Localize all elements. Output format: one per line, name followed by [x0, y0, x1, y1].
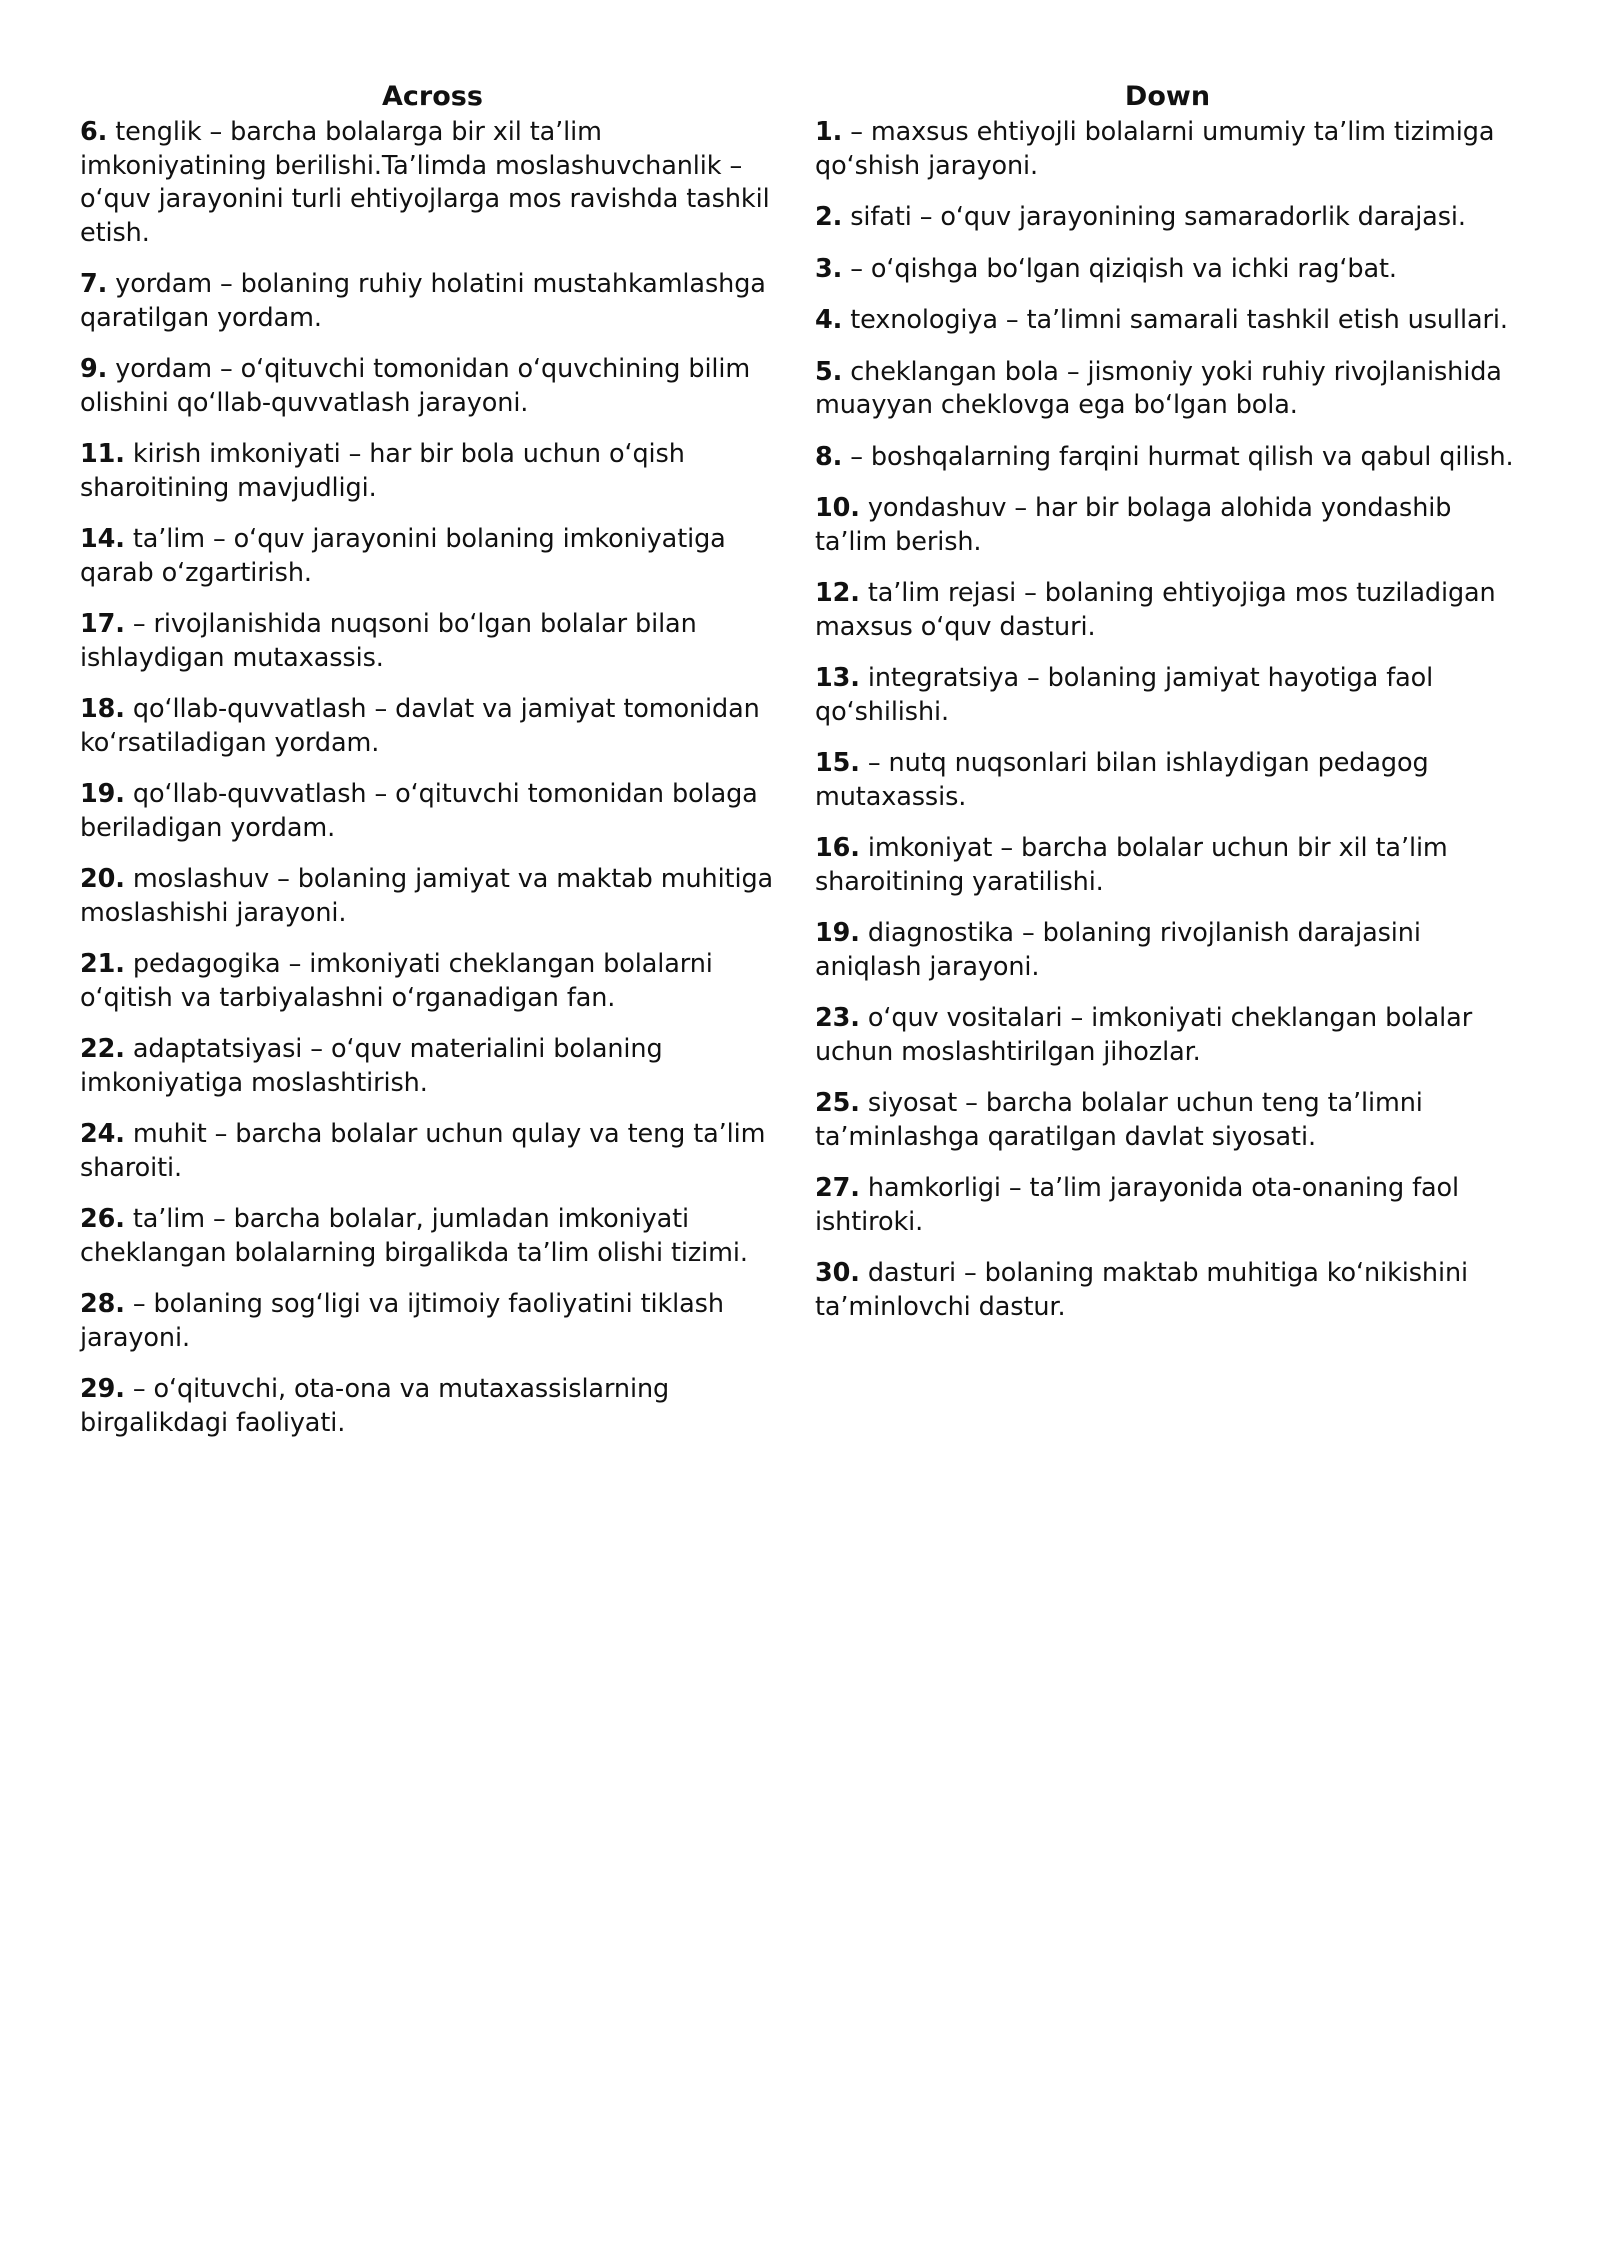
down-clue — [815, 116, 1520, 183]
clue-text: sifati – o‘quv jarayonining samaradorlik darajasi. — [842, 202, 1466, 232]
across-clue — [80, 268, 785, 335]
across-clue — [80, 608, 785, 675]
down-clue — [815, 577, 1520, 644]
clue-number: 2. — [815, 202, 843, 232]
down-clue — [815, 253, 1520, 287]
clue-number: 16. — [815, 833, 860, 863]
across-clue — [80, 1373, 785, 1440]
across-clue — [80, 1033, 785, 1100]
clue-number: 11. — [80, 439, 125, 469]
clue-text: adaptatsiyasi – o‘quv materialini bolaning imkoniyatiga moslashtirish. — [80, 1034, 663, 1098]
down-heading: Down — [1124, 81, 1211, 112]
clue-text: ta’lim rejasi – bolaning ehtiyojiga mos tuziladigan maxsus o‘quv dasturi. — [815, 578, 1496, 642]
down-clue — [815, 662, 1520, 729]
clue-number: 17. — [80, 609, 125, 639]
clue-number: 3. — [815, 253, 843, 284]
across-clue — [80, 438, 785, 505]
clue-number: 19. — [815, 918, 860, 948]
clue-text: muhit – barcha bolalar uchun qulay va teng ta’lim sharoiti. — [80, 1119, 766, 1183]
clue-number: 1. — [815, 117, 843, 147]
clue-number: 4. — [815, 305, 843, 335]
across-clue — [80, 1118, 785, 1185]
clue-text: kirish imkoniyati – har bir bola uchun o‘qish sharoitining mavjudligi. — [80, 439, 685, 503]
clue-text: yordam – o‘qituvchi tomonidan o‘quvchining bilim olishini qo‘llab-quvvatlash jarayoni. — [80, 354, 751, 418]
clue-number: 28. — [80, 1289, 125, 1319]
clue-number: 6. — [80, 117, 108, 147]
clue-text: – rivojlanishida nuqsoni bo‘lgan bolalar bilan ishlaydigan mutaxassis. — [80, 609, 697, 673]
down-clue — [815, 917, 1520, 984]
down-clue — [815, 304, 1520, 338]
clue-text: integratsiya – bolaning jamiyat hayotiga faol qo‘shilishi. — [815, 663, 1434, 727]
clue-number: 12. — [815, 578, 860, 608]
clue-text: ta’lim – o‘quv jarayonini bolaning imkoniyatiga qarab o‘zgartirish. — [80, 524, 726, 588]
clue-text: moslashuv – bolaning jamiyat va maktab muhitiga moslashishi jarayoni. — [80, 864, 774, 928]
clue-text: tenglik – barcha bolalarga bir xil ta’lim imkoniyatining berilishi.Ta’limda moslashuvchanlik – o‘quv jarayonini turli ehtiyojlarga mos ravishda tashkil etish. — [80, 117, 770, 248]
clue-number: 25. — [815, 1088, 860, 1118]
down-clue — [815, 1172, 1520, 1239]
down-clue — [815, 1087, 1520, 1154]
down-clue — [815, 492, 1520, 559]
across-clue — [80, 523, 785, 590]
clue-number: 20. — [80, 864, 125, 894]
clue-text: diagnostika – bolaning rivojlanish darajasini aniqlash jarayoni. — [815, 918, 1421, 982]
down-clue — [815, 1002, 1520, 1069]
clue-number: 13. — [815, 663, 860, 693]
across-clue — [80, 778, 785, 845]
clue-number: 9. — [80, 354, 108, 384]
across-heading: Across — [382, 81, 483, 112]
clue-text: – bolaning sog‘ligi va ijtimoiy faoliyatini tiklash jarayoni. — [80, 1289, 724, 1353]
clue-text: yondashuv – har bir bolaga alohida yondashib ta’lim berish. — [815, 493, 1452, 557]
clue-text: imkoniyat – barcha bolalar uchun bir xil ta’lim sharoitining yaratilishi. — [815, 833, 1448, 897]
down-clue — [815, 441, 1520, 475]
across-column — [80, 80, 785, 1458]
clue-number: 5. — [815, 356, 843, 387]
clue-text: qo‘llab-quvvatlash – o‘qituvchi tomonidan bolaga beriladigan yordam. — [80, 779, 758, 843]
crossword-clues-page — [80, 80, 1520, 1458]
across-clue — [80, 116, 785, 250]
down-clue — [815, 1257, 1520, 1324]
clue-text: ta’lim – barcha bolalar, jumladan imkoniyati cheklangan bolalarning birgalikda ta’lim olishi tizimi. — [80, 1204, 748, 1268]
clue-text: o‘quv vositalari – imkoniyati cheklangan bolalar uchun moslashtirilgan jihozlar. — [815, 1003, 1473, 1067]
clue-number: 30. — [815, 1258, 860, 1288]
clue-text: – o‘qituvchi, ota-ona va mutaxassislarning birgalikdagi faoliyati. — [80, 1374, 670, 1438]
clue-text: cheklangan bola – jismoniy yoki ruhiy rivojlanishida muayyan cheklovga ega bo‘lgan bola. — [815, 356, 1502, 420]
clue-number: 14. — [80, 524, 125, 554]
clue-text: – nutq nuqsonlari bilan ishlaydigan pedagog mutaxassis. — [815, 748, 1429, 812]
across-clue — [80, 948, 785, 1015]
clue-text: – boshqalarning farqini hurmat qilish va qabul qilish. — [842, 441, 1514, 472]
clue-number: 7. — [80, 269, 108, 299]
clue-number: 27. — [815, 1173, 860, 1203]
clue-text: pedagogika – imkoniyati cheklangan bolalarni o‘qitish va tarbiyalashni o‘rganadigan fan. — [80, 949, 713, 1013]
across-clue — [80, 353, 785, 420]
clue-number: 29. — [80, 1374, 125, 1404]
clue-text: siyosat – barcha bolalar uchun teng ta’limni ta’minlashga qaratilgan davlat siyosati. — [815, 1088, 1423, 1152]
down-clue — [815, 832, 1520, 899]
down-column — [815, 80, 1520, 1458]
clue-number: 23. — [815, 1003, 860, 1033]
down-clue — [815, 356, 1520, 423]
down-clue — [815, 201, 1520, 235]
clue-number: 24. — [80, 1119, 125, 1149]
across-clue — [80, 1288, 785, 1355]
down-clue — [815, 747, 1520, 814]
clue-number: 15. — [815, 748, 860, 778]
clue-text: qo‘llab-quvvatlash – davlat va jamiyat tomonidan ko‘rsatiladigan yordam. — [80, 694, 760, 758]
clue-number: 10. — [815, 493, 860, 523]
down-clue-list — [815, 116, 1520, 1324]
clue-text: yordam – bolaning ruhiy holatini mustahkamlashga qaratilgan yordam. — [80, 269, 766, 333]
clue-number: 21. — [80, 949, 125, 979]
clue-text: texnologiya – ta’limni samarali tashkil etish usullari. — [842, 305, 1508, 335]
across-clue — [80, 693, 785, 760]
across-clue-list — [80, 116, 785, 1440]
clue-number: 18. — [80, 694, 125, 724]
clue-text: – maxsus ehtiyojli bolalarni umumiy ta’lim tizimiga qo‘shish jarayoni. — [815, 117, 1495, 181]
across-clue — [80, 863, 785, 930]
clue-number: 26. — [80, 1204, 125, 1234]
clue-number: 19. — [80, 779, 125, 809]
clue-number: 8. — [815, 441, 843, 472]
clue-text: hamkorligi – ta’lim jarayonida ota-onaning faol ishtiroki. — [815, 1173, 1459, 1237]
clue-text: dasturi – bolaning maktab muhitiga ko‘nikishini ta’minlovchi dastur. — [815, 1258, 1469, 1322]
across-clue — [80, 1203, 785, 1270]
clue-text: – o‘qishga bo‘lgan qiziqish va ichki rag‘bat. — [842, 253, 1397, 284]
clue-number: 22. — [80, 1034, 125, 1064]
